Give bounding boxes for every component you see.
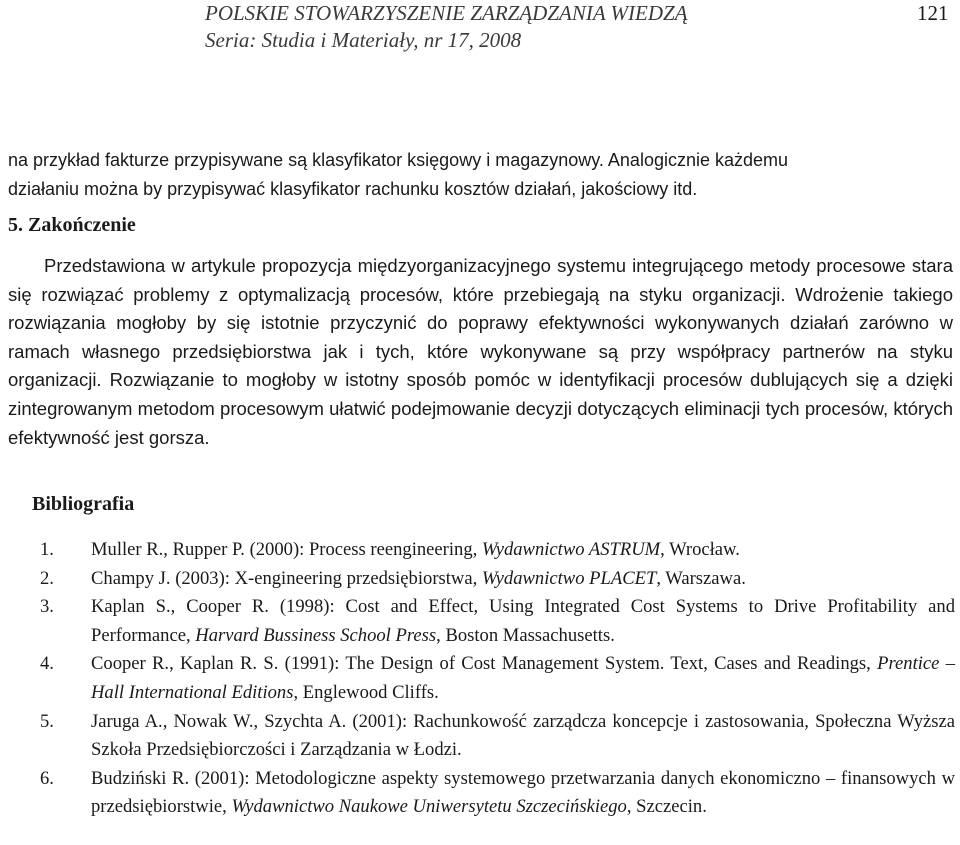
intro-line-1: na przykład fakturze przypisywane są klasyfikator księgowy i magazynowy. Analogicznie każdemu	[8, 150, 789, 170]
bib-text: Kaplan S., Cooper R. (1998): Cost and Effect, Using Integrated Cost Systems to Drive Profitability and Performance,	[91, 596, 955, 646]
bibliography-number: 5.	[40, 710, 54, 732]
conclusion-text: Przedstawiona w artykule propozycja międzyorganizacyjnego systemu integrującego metody procesowe stara się rozwiązać problemy z optymalizacją procesów, które przebiegają na styku organizacji. Wdrożenie takiego rozwiązania mogłoby by się istotnie przyczynić do poprawy efektywności wykonywanych działań zarówno w ramach własnego przedsiębiorstwa jak i tych, które wykonywane są przy współpracy partnerów na styku organizacji. Rozwiązanie to mogłoby w istotny sposób pomóc w identyfikacji procesów dublujących się a dzięki zintegrowanym metodom procesowym ułatwić podejmowanie decyzji dotyczących eliminacji tych procesów, których efektywność jest gorsza.	[8, 255, 953, 448]
bibliography-item	[40, 708, 955, 765]
bib-text: Budziński R. (2001): Metodologiczne aspekty systemowego przetwarzania danych ekonomiczno – finansowych w przedsiębiorstwie,	[91, 767, 955, 818]
page-header	[0, 0, 960, 58]
conclusion-paragraph	[8, 252, 953, 452]
bib-publisher: Harvard Bussiness School Press	[195, 624, 437, 646]
journal-society: POLSKIE STOWARZYSZENIE ZARZĄDZANIA WIEDZĄ	[205, 1, 688, 25]
bibliography-number: 1.	[40, 539, 54, 560]
journal-series: Seria: Studia i Materiały, nr 17, 2008	[205, 28, 522, 52]
intro-line-2: działaniu można by przypisywać klasyfikator rachunku kosztów działań, jakościowy itd.	[8, 179, 698, 199]
bib-text: Champy J. (2003): X-engineering przedsiębiorstwa,	[91, 567, 482, 589]
bib-publisher: Wydawnictwo PLACET	[481, 567, 657, 589]
bib-publisher: Wydawnictwo ASTRUM	[481, 539, 661, 560]
page-number: 121	[917, 1, 949, 25]
bibliography-number: 2.	[40, 567, 54, 589]
bib-text: Jaruga A., Nowak W., Szychta A. (2001): Rachunkowość zarządcza koncepcje i zastosowania, Społeczna Wyższa Szkoła Przedsiębiorczości i Zarządzania w Łodzi.	[91, 710, 955, 761]
bibliography-number: 3.	[40, 596, 54, 618]
bib-text: Muller R., Rupper P. (2000): Process reengineering,	[91, 539, 482, 560]
bibliography-number: 6.	[40, 767, 54, 789]
bib-publisher: Prentice – Hall International Editions	[91, 653, 955, 703]
section-heading: 5. Zakończenie	[8, 214, 136, 236]
bibliography-list	[40, 536, 955, 822]
bib-tail: , Warszawa.	[656, 567, 746, 589]
bibliography-heading: Bibliografia	[32, 493, 135, 515]
bibliography-item	[40, 536, 955, 565]
bib-text: Cooper R., Kaplan R. S. (1991): The Design of Cost Management System. Text, Cases and Readings,	[91, 653, 878, 675]
bib-tail: , Boston Massachusetts.	[436, 624, 615, 646]
bib-publisher: Wydawnictwo Naukowe Uniwersytetu Szczecińskiego	[231, 796, 627, 818]
bib-tail: , Englewood Cliffs.	[293, 681, 439, 703]
bib-tail: , Wrocław.	[660, 539, 740, 560]
bibliography-item	[40, 565, 955, 594]
bibliography-item	[40, 650, 955, 707]
bibliography-item	[40, 593, 955, 650]
bibliography-item	[40, 765, 955, 822]
bib-tail: , Szczecin.	[626, 796, 707, 818]
bibliography-number: 4.	[40, 653, 54, 675]
intro-text	[8, 146, 953, 204]
